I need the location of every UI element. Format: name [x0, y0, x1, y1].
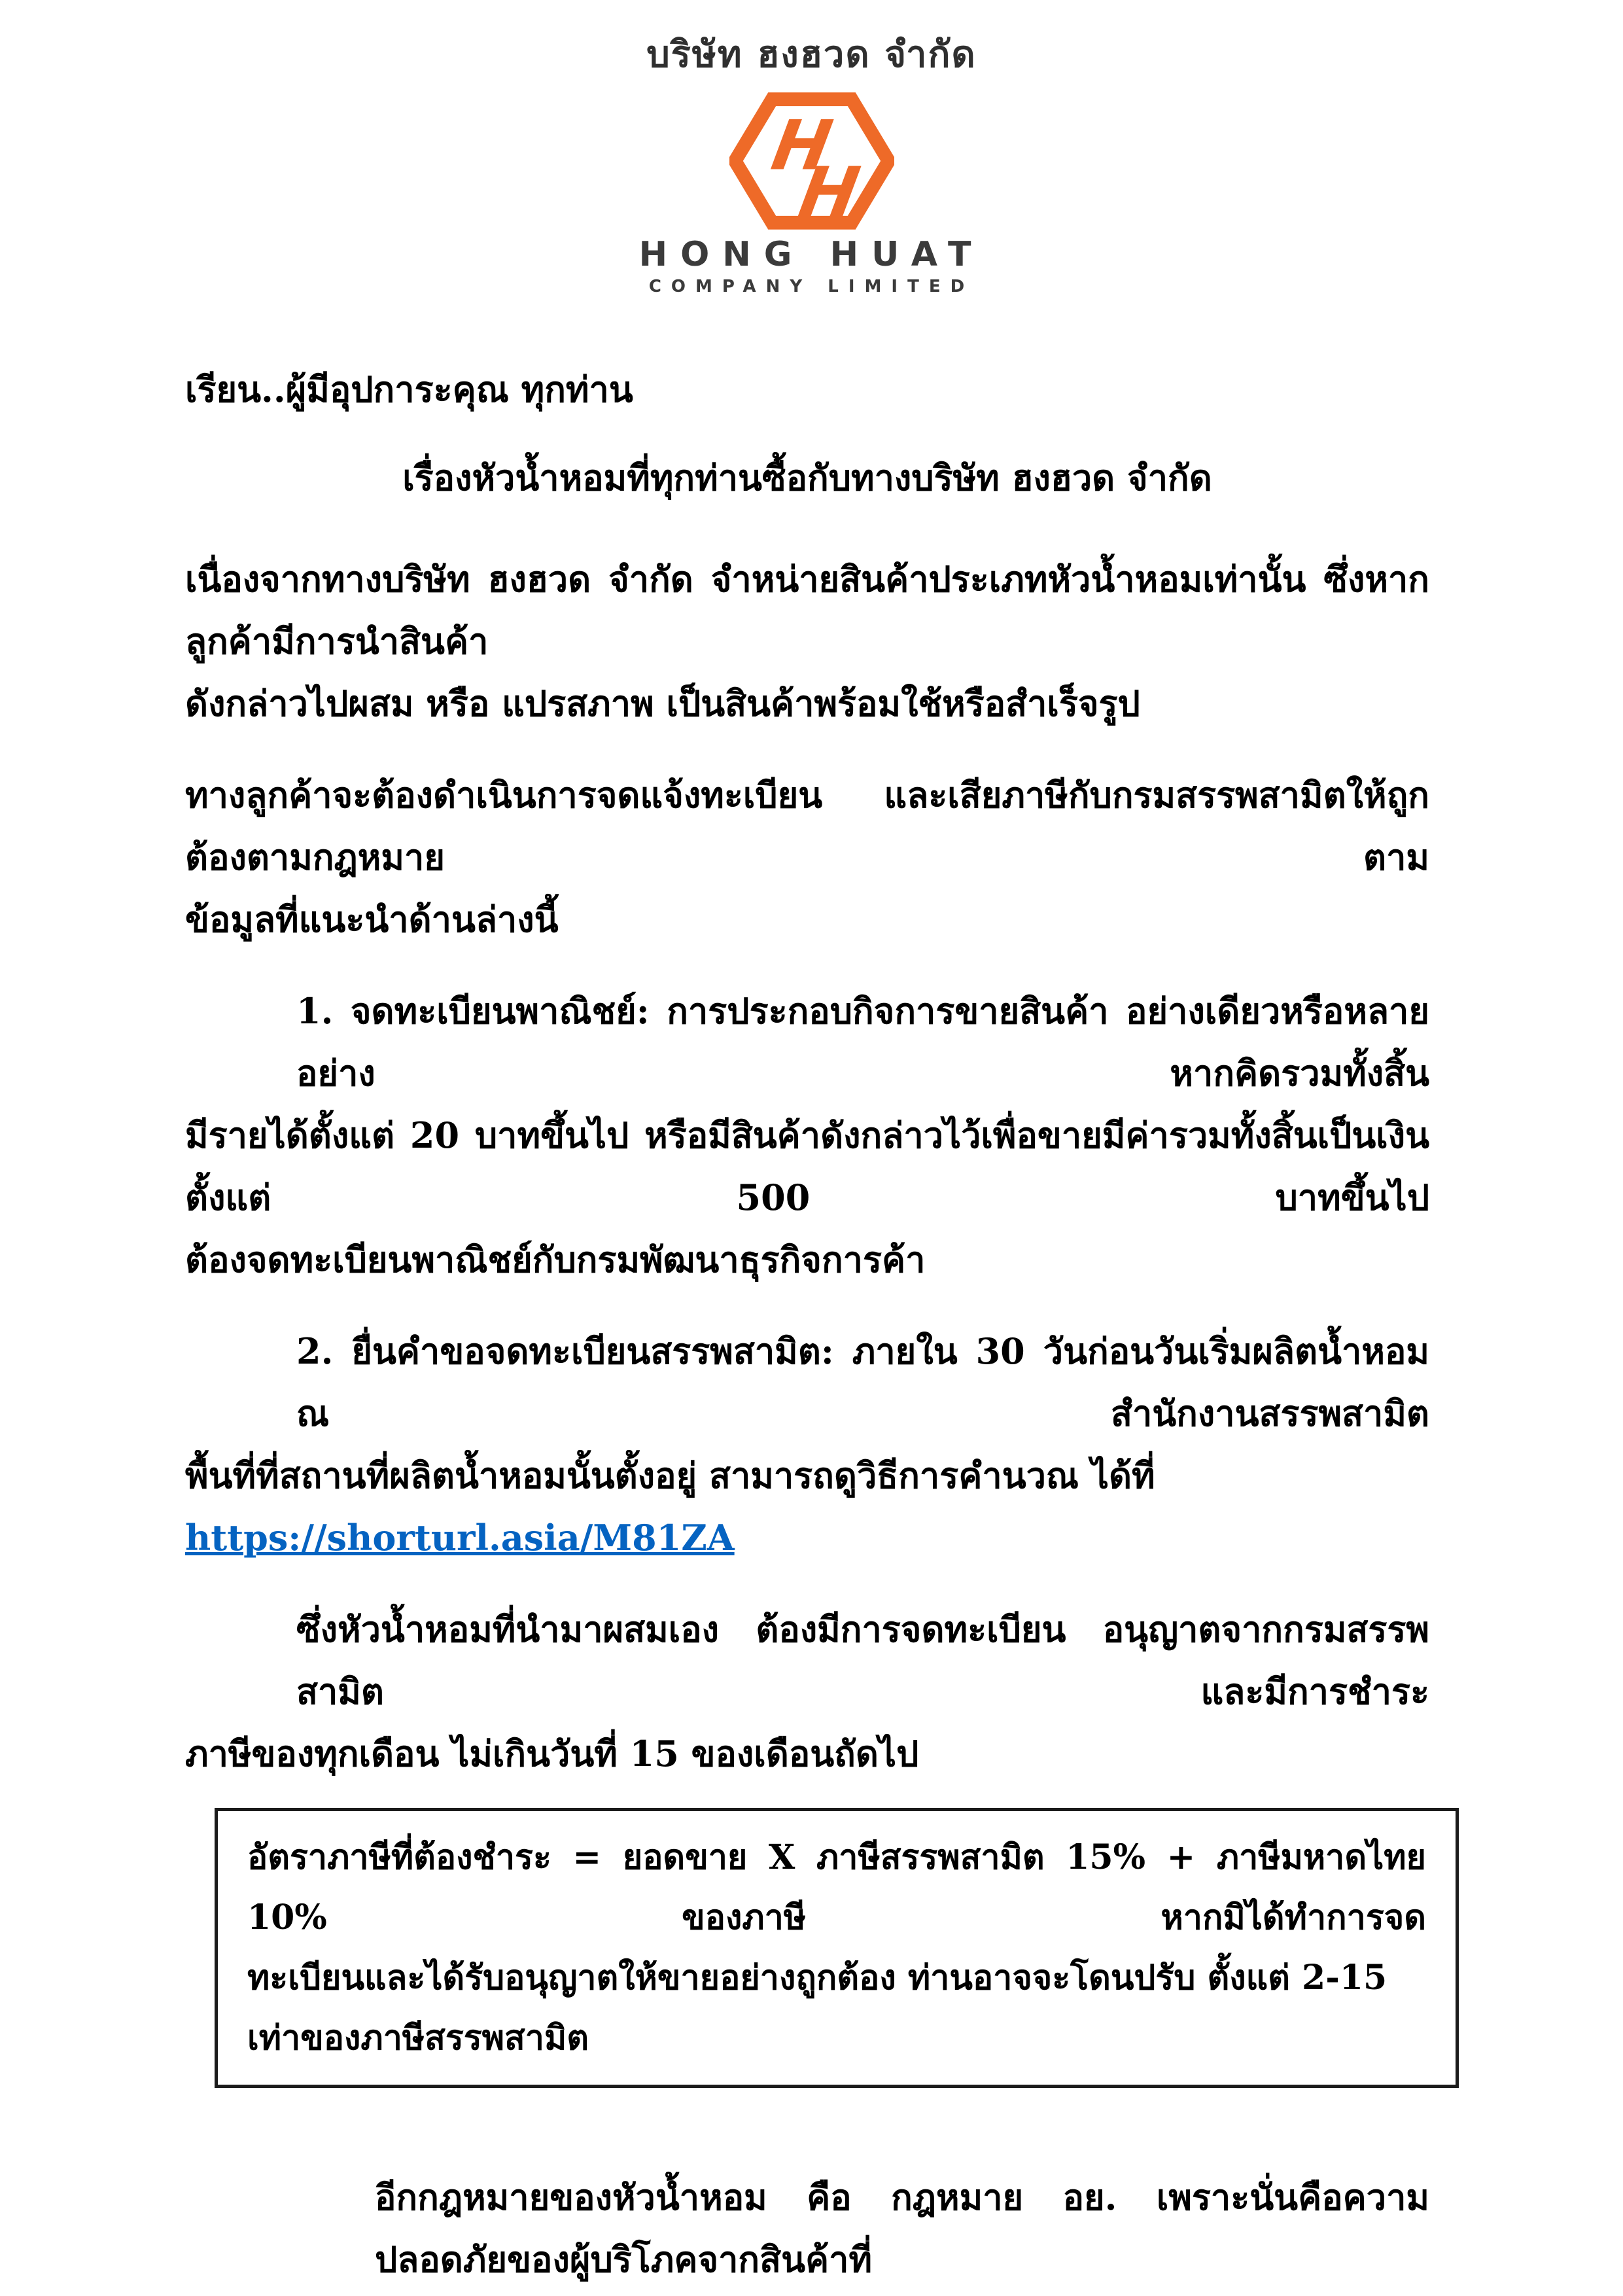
text-line: [185, 2291, 1429, 2296]
tax-rate-info-box: [215, 1808, 1459, 2088]
text-line: ซึ่งหัวน้ำหอมที่นำมาผสมเอง ต้องมีการจดทะเบียน อนุญาตจากกรมสรรพสามิต และมีการชำระ: [296, 1608, 1429, 1712]
link-prefix-text: พื้นที่ที่สถานที่ผลิตน้ำหอมนั้นตั้งอยู่ สามารถดูวิธีการคำนวณ ได้ที่: [185, 1455, 1155, 1496]
paragraph-fda: [185, 2166, 1429, 2296]
text-line: ข้อมูลที่แนะนำด้านล่างนี้: [185, 898, 559, 940]
company-name-latin: HONG HUAT: [638, 235, 985, 274]
monogram-h2: H: [793, 152, 865, 232]
text-line-with-link: [185, 1445, 1429, 1569]
paragraph-obligation: [185, 764, 1429, 951]
text-line: ภาษีของทุกเดือน ไม่เกินวันที่ 15 ของเดือนถัดไป: [185, 1733, 919, 1775]
subject-line: เรื่องหัวน้ำหอมที่ทุกท่านซื้อกับทางบริษัท ฮงฮวด จำกัด: [402, 457, 1212, 499]
text-line: อีกกฎหมายของหัวน้ำหอม คือ กฎหมาย อย. เพราะนั่นคือความปลอดภัยของผู้บริโภคจากสินค้าที่: [375, 2176, 1429, 2280]
paragraph-item-1: [185, 980, 1429, 1291]
company-name-thai: บริษัท ฮงฮวด จำกัด: [646, 33, 977, 76]
paragraph-item-2: [185, 1320, 1429, 1569]
paragraph-mixing: [185, 1598, 1429, 1785]
paragraph-intro: [185, 548, 1429, 735]
company-subtitle: COMPANY LIMITED: [648, 277, 975, 296]
text-line: เนื่องจากทางบริษัท ฮงฮวด จำกัด จำหน่ายสินค้าประเภทหัวน้ำหอมเท่านั้น ซึ่งหากลูกค้ามีการนำสินค้า: [185, 558, 1429, 662]
text-line: ต้องจดทะเบียนพาณิชย์กับกรมพัฒนาธุรกิจการค้า: [185, 1239, 926, 1280]
hexagon-hh-logo-icon: [729, 90, 894, 232]
letterhead-logo: [0, 25, 1623, 296]
text-line: มีรายได้ตั้งแต่ 20 บาทขึ้นไป หรือมีสินค้าดังกล่าวไว้เพื่อขายมีค่ารวมทั้งสิ้นเป็นเงินตั้งแต่ 500 บาทขึ้นไป: [185, 1114, 1429, 1218]
text-line: 2. ยื่นคำขอจดทะเบียนสรรพสามิต: ภายใน 30 วันก่อนวันเริ่มผลิตน้ำหอม ณ สำนักงานสรรพสามิต: [296, 1330, 1429, 1434]
shorturl-link[interactable]: https://shorturl.asia/M81ZA: [185, 1517, 735, 1559]
letter-body: [185, 359, 1429, 2296]
text-line: ทะเบียนและได้รับอนุญาตให้ขายอย่างถูกต้อง ท่านอาจจะโดนปรับ ตั้งแต่ 2-15 เท่าของภาษีสรรพสามิต: [247, 1958, 1387, 2058]
text-line: ทางลูกค้าจะต้องดำเนินการจดแจ้งทะเบียน และเสียภาษีกับกรมสรรพสามิตให้ถูกต้องตามกฎหมาย ตาม: [185, 774, 1429, 878]
monogram-h1: H: [765, 105, 838, 186]
text-line: อัตราภาษีที่ต้องชำระ = ยอดขาย X ภาษีสรรพสามิต 15% + ภาษีมหาดไทย 10% ของภาษี หากมิได้ทำการจด: [247, 1837, 1426, 1937]
salutation-line: เรียน..ผู้มีอุปการะคุณ ทุกท่าน: [185, 368, 633, 410]
text-line: ดังกล่าวไปผสม หรือ แปรสภาพ เป็นสินค้าพร้อมใช้หรือสำเร็จรูป: [185, 682, 1140, 724]
text-line: 1. จดทะเบียนพาณิชย์: การประกอบกิจการขายสินค้า อย่างเดียวหรือหลายอย่าง หากคิดรวมทั้งสิ้น: [296, 990, 1429, 1094]
